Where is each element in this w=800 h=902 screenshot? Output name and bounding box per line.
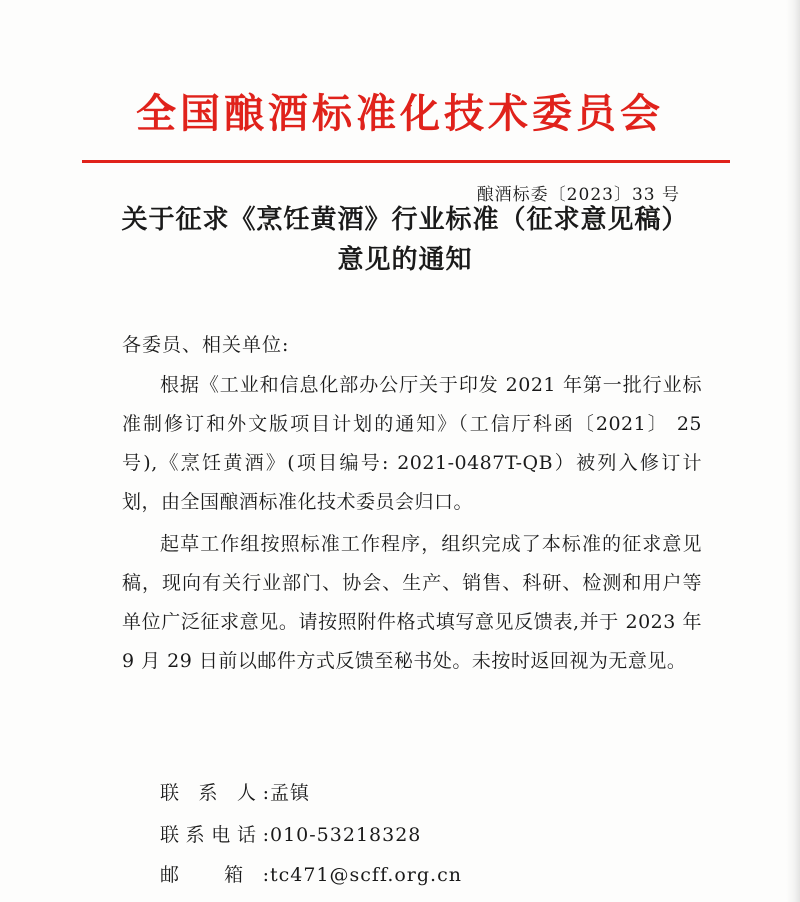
contact-phone-row	[160, 820, 421, 847]
notice-title: 关于征求《烹饪黄酒》行业标准（征求意见稿）意见的通知	[121, 205, 689, 275]
contact-phone-label: 联系电话:	[160, 824, 270, 846]
document-number: 酿酒标委〔2023〕33 号	[476, 185, 680, 205]
body-paragraph-2: 起草工作组按照标准工作程序，组织完成了本标准的征求意见稿，现向有关行业部门、协会、生产、销售、科研、检测和用户等单位广泛征求意见。请按照附件格式填写意见反馈表,并于 2023 年 9 月 29 日前以邮件方式反馈至秘书处。未按时返回视为无意见。	[122, 533, 702, 672]
contact-person-label: 联 系 人:	[160, 782, 270, 804]
contact-email-row	[160, 860, 462, 887]
body-paragraph-1: 根据《工业和信息化部办公厅关于印发 2021 年第一批行业标准制修订和外文版项目计划的通知》（工信厅科函〔2021〕 25 号),《烹饪黄酒》(项目编号: 2021-0487T-QB）被列入修订计划，由全国酿酒标准化技术委员会归口。	[122, 374, 702, 513]
contact-person-value: 孟镇	[270, 782, 311, 804]
contact-phone-value: 010-53218328	[270, 824, 422, 846]
organization-title: 全国酿酒标准化技术委员会	[136, 90, 664, 137]
contact-email-label: 邮 箱:	[160, 864, 270, 886]
salutation: 各委员、相关单位:	[122, 334, 290, 356]
red-divider-line	[82, 160, 730, 163]
contact-person-row	[160, 778, 310, 805]
contact-email-value[interactable]: tc471@scff.org.cn	[270, 864, 462, 886]
